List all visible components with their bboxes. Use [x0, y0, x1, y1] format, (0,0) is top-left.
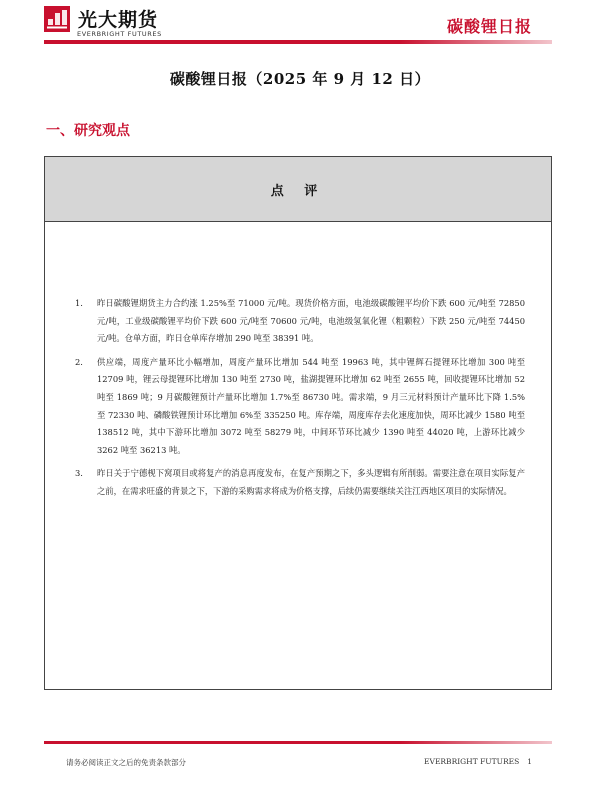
header-divider — [44, 40, 552, 44]
item-number: 1. — [75, 298, 83, 308]
footer-divider — [44, 741, 552, 744]
item-text: 昨日关于宁德枧下窝项目或将复产的消息再度发布，在复产预期之下，多头逻辑有所削弱。需要注意在项目实际复产之前，在需求旺盛的背景之下，下游的采购需求将成为价格支撑，后续仍需要继续关注江西地区项目的实际情况。 — [97, 468, 525, 496]
commentary-heading: 点 评 — [270, 183, 326, 199]
section-title: 一、研究观点 — [46, 123, 130, 139]
everbright-logo-icon — [44, 6, 70, 32]
logo-text: 光大期货 — [78, 9, 159, 31]
commentary-heading-bar — [45, 157, 551, 222]
page-number: 1 — [527, 757, 532, 766]
item-text: 供应端，周度产量环比小幅增加，周度产量环比增加 544 吨至 19963 吨，其中锂辉石提锂环比增加 300 吨至 12709 吨，锂云母提锂环比增加 130 吨至 2730 吨，盐湖提锂环比增加 62 吨至 2655 吨，回收提锂环比增加 52 吨至 1869 吨；9 月碳酸锂预计产量环比增加 1.7%至 86730 吨。需求端，9 月三元材料预计产量环比下降 1.5%至 72330 吨、磷酸铁锂预计环比增加 6%至 335250 吨。库存端，周度库存去化速度加快，周环比减少 1580 吨至 138512 吨，其中下游环比增加 3072 吨至 58279 吨，中间环节环比减少 1390 吨至 44020 吨，上游环比减少 3262 吨至 36213 吨。 — [97, 356, 525, 455]
commentary-item — [75, 295, 525, 348]
commentary-box — [44, 156, 552, 690]
commentary-item — [75, 354, 525, 460]
logo-english-text: EVERBRIGHT FUTURES — [77, 30, 162, 38]
footer-company — [424, 757, 532, 766]
item-number: 3. — [75, 468, 83, 479]
footer-company-name: EVERBRIGHT FUTURES — [424, 757, 520, 766]
item-number: 2. — [75, 356, 83, 367]
footer-disclaimer: 请务必阅读正文之后的免责条款部分 — [66, 758, 186, 767]
commentary-list — [75, 295, 525, 507]
commentary-item — [75, 465, 525, 500]
document-title: 碳酸锂日报（2025 年 9 月 12 日） — [169, 70, 431, 88]
page-header — [0, 0, 600, 52]
item-text: 昨日碳酸锂期货主力合约涨 1.25%至 71000 元/吨。现货价格方面，电池级碳酸锂平均价下跌 600 元/吨至 72850 元/吨，工业级碳酸锂平均价下跌 600 元/吨至 70600 元/吨，电池级氢氧化锂（粗颗粒）下跌 250 元/吨至 74450 元/吨。仓单方面，昨日仓单库存增加 290 吨至 38391 吨。 — [97, 298, 525, 344]
header-report-title: 碳酸锂日报 — [446, 17, 532, 36]
